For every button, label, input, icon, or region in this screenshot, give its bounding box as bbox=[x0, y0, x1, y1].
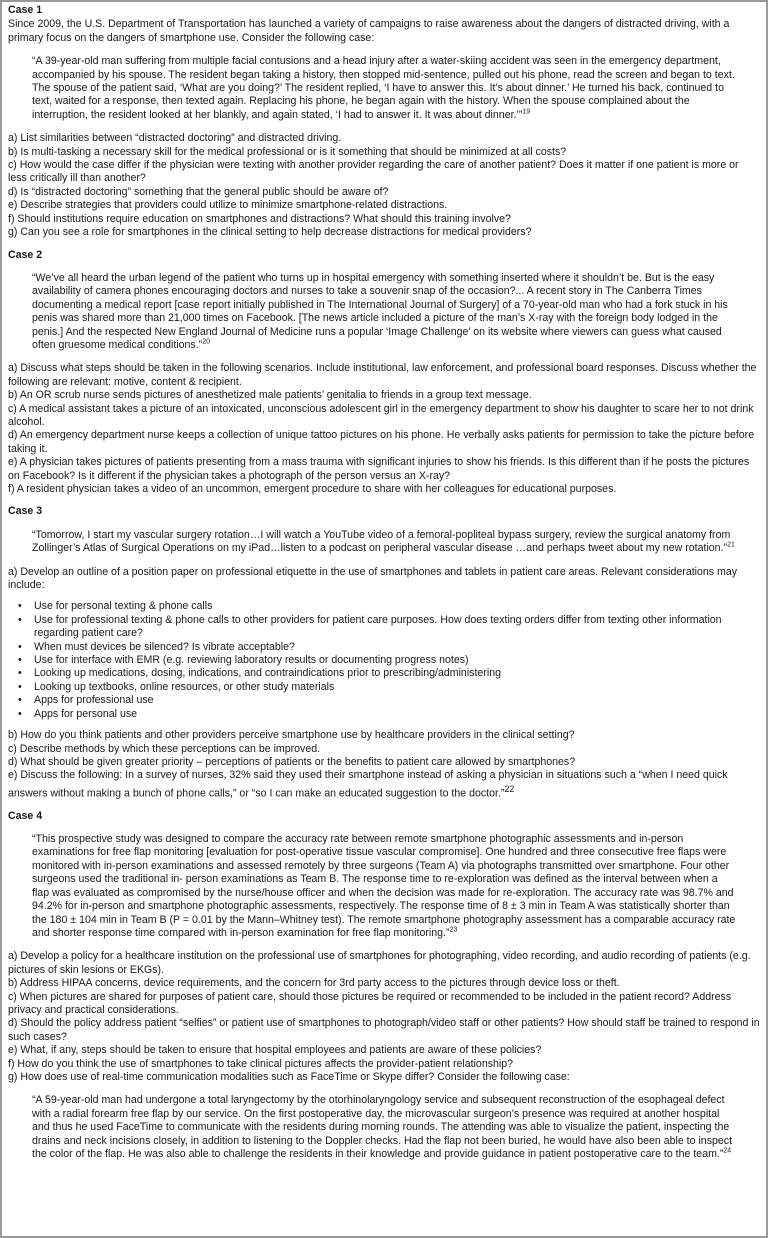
case-quote-2 bbox=[32, 1094, 736, 1161]
question-list bbox=[8, 729, 760, 801]
case-2 bbox=[8, 249, 760, 497]
document-body bbox=[8, 4, 760, 1171]
question: d) Is “distracted doctoring” something that the general public should be aware of? bbox=[8, 185, 389, 198]
bullet-icon: • bbox=[18, 694, 22, 707]
case-title: Case 3 bbox=[8, 505, 43, 518]
list-item: • Use for professional texting & phone calls to other providers for patient care purposes. How does texting orders differ from texting other information regarding patient care? bbox=[18, 613, 722, 640]
question: g) How does use of real-time communication modalities such as FaceTime or Skype differ? Consider the following case: bbox=[8, 1070, 570, 1083]
reference-number: 24 bbox=[723, 1147, 732, 1155]
case-quote bbox=[32, 55, 736, 122]
list-item: • Looking up textbooks, online resources, or other study materials bbox=[18, 680, 335, 693]
list-item: • When must devices be silenced? Is vibrate acceptable? bbox=[18, 640, 295, 653]
question: c) How would the case differ if the physician were texting with another provider regarding the care of another patient? Does it matter if one patient is more or less critically ill than another? bbox=[8, 159, 739, 185]
bullet-icon: • bbox=[18, 680, 22, 693]
reference-number: 20 bbox=[202, 338, 210, 346]
question: f) Should institutions require education on smartphones and distractions? What should this training involve? bbox=[8, 212, 511, 225]
question: d) Should the policy address patient “selfies” or patient use of smartphones to photograph/video staff or other patients? How should staff be trained to respond in such cases? bbox=[8, 1017, 760, 1043]
question-list bbox=[8, 362, 760, 496]
question: f) How do you think the use of smartphones to take clinical pictures affects the provider-patient relationship? bbox=[8, 1057, 514, 1070]
case-quote bbox=[32, 272, 736, 352]
reference-number: 22 bbox=[504, 783, 515, 794]
question: e) Describe strategies that providers could utilize to minimize smartphone-related distractions. bbox=[8, 199, 448, 212]
bullet-icon: • bbox=[18, 640, 22, 653]
question: f) A resident physician takes a video of an uncommon, emergent procedure to share with her colleagues for educational purposes. bbox=[8, 483, 617, 495]
reference-number: 21 bbox=[727, 541, 735, 549]
list-item: • Apps for personal use bbox=[18, 707, 138, 720]
case-1 bbox=[8, 4, 760, 240]
question: d) What should be given greater priority – perceptions of patients or the benefits to patient care allowed by smartphones? bbox=[8, 755, 576, 768]
question: b) An OR scrub nurse sends pictures of anesthetized male patients’ genitalia to friends in a group text message. bbox=[8, 389, 532, 402]
question: c) A medical assistant takes a picture of an intoxicated, unconscious adolescent girl in the emergency department to show his daughter to scare her to not drink alcohol. bbox=[8, 402, 754, 428]
question: c) Describe methods by which these perceptions can be improved. bbox=[8, 742, 321, 755]
bullet-icon: • bbox=[18, 707, 22, 720]
case-quote bbox=[32, 529, 736, 556]
list-item: • Use for interface with EMR (e.g. reviewing laboratory results or documenting progress notes) bbox=[18, 654, 469, 667]
reference-number: 19 bbox=[522, 108, 531, 116]
question: e) A physician takes pictures of patients presenting from a mass trauma with significant injuries to show his friends. Is this different than if he posts the pictures on Facebook? Is it different if the physician takes a photograph of the person versus an X-ray? bbox=[8, 456, 750, 482]
case-title: Case 4 bbox=[8, 809, 43, 822]
case-title: Case 2 bbox=[8, 248, 43, 261]
case-title: Case 1 bbox=[8, 4, 43, 16]
bullet-icon: • bbox=[18, 654, 22, 667]
question-list bbox=[8, 950, 760, 1084]
list-item: • Use for personal texting & phone calls bbox=[18, 600, 213, 613]
reference-number: 23 bbox=[449, 926, 458, 934]
question: c) When pictures are shared for purposes of patient care, should those pictures be required or recommended to be included in the patient record? Address privacy and practical considerations. bbox=[8, 990, 732, 1016]
question: a) List similarities between “distracted doctoring” and distracted driving. bbox=[8, 132, 342, 145]
list-item: • Apps for professional use bbox=[18, 694, 154, 707]
bullet-icon: • bbox=[18, 613, 22, 626]
bullet-icon: • bbox=[18, 600, 22, 613]
question: e) Discuss the following: In a survey of nurses, 32% said they used their smartphone instead of asking a physician in situations such a “when I need quick answers without making a bunch of phone calls,” or “so I can make an educated suggestion to the doctor.”$^{22}$ bbox=[8, 769, 728, 800]
question-list bbox=[8, 132, 760, 239]
question: d) An emergency department nurse keeps a collection of unique tattoo pictures on his phone. He verbally asks patients for permission to take the picture before taking it. bbox=[8, 429, 755, 455]
question: b) Is multi-tasking a necessary skill for the medical professional or is it something that should be minimized at all costs? bbox=[8, 145, 567, 158]
case-4 bbox=[8, 810, 760, 1162]
quote-text: “We’ve all heard the urban legend of the patient who turns up in hospital emergency with something inserted where it shouldn’t be. But is the easy availability of camera phones encouraging doctors and nurses to take a souvenir snap of the occasion?... A recent story in The Canberra Times documenting a medical report [case report initially published in The International Journal of Surgery] of a 70-year-old man who had a fork stuck in his penis was shared more than 21,000 times on Facebook. [The news article included a picture of the man’s X-ray with the foreign body lodged in the penis.] And the respected New England Journal of Medicine runs a popular ‘Image Challenge’ on its website where viewers can guess what caused often gruesome medical conditions.” bbox=[32, 271, 728, 351]
bullet-icon: • bbox=[18, 667, 22, 680]
question: e) What, if any, steps should be taken to ensure that hospital employees and patients are aware of these policies? bbox=[8, 1044, 542, 1057]
quote-text: “A 59-year-old man had undergone a total laryngectomy by the otorhinolaryngology service and subsequent reconstruction of the esophageal defect with a radial forearm free flap by our service. On the first postoperative day, the microvascular surgeon’s presence was required at another hospital and thus he used FaceTime to communicate with the residents during morning rounds. The attending was able to visualize the patient, inspecting the drains and neck incisions closely, in addition to listening to the Doppler checks. Had the flap not been buried, he would have also been able to inspect the color of the flap. He was also able to challenge the residents in their knowledge and provide guidance in patient postoperative care to the team.” bbox=[32, 1094, 733, 1160]
consideration-list bbox=[8, 600, 760, 721]
question: b) How do you think patients and other providers perceive smartphone use by healthcare providers in the clinical setting? bbox=[8, 729, 575, 742]
question: a) Develop a policy for a healthcare institution on the professional use of smartphones for photographing, video recording, and audio recording of patients (e.g. pictures of skin lesions or EKGs). bbox=[8, 950, 751, 976]
quote-text: “A 39-year-old man suffering from multiple facial contusions and a head injury after a water-skiing accident was seen in the emergency department, accompanied by his spouse. The resident began taking a history, then stopped mid-sentence, pulled out his phone, read the screen and began to text. The spouse of the patient said, ‘What are you doing?’ The resident replied, ‘I have to answer this. It’s about dinner.’ He turned his back, continued to text, waited for a response, then texted again. Replacing his phone, he began again with the history. When the spouse complained about the interruption, the resident looked at her blankly, and again stated, ‘I had to answer it. It was about dinner.’” bbox=[32, 55, 735, 121]
list-item: • Looking up medications, dosing, indications, and contraindications prior to prescribing/administering bbox=[18, 667, 501, 680]
question: b) Address HIPAA concerns, device requirements, and the concern for 3rd party access to the pictures through device loss or theft. bbox=[8, 977, 620, 990]
case-3 bbox=[8, 505, 760, 800]
case-quote bbox=[32, 833, 736, 940]
quote-text: “This prospective study was designed to compare the accuracy rate between remote smartphone photographic assessments and in-person examinations for free flap monitoring [evaluation for post-operative tissue vascular compromise]. One hundred and three consecutive free flaps were monitored with in-person examinations and assessed remotely by three surgeons (Team A) via photographs transmitted over smartphone. Four other surgeons used the traditional in- person examinations as Team B. The response time to re-exploration was defined as the interval between when a flap was evaluated as compromised by the nurse/house officer and when the decision was made for re-exploration. The accuracy rate was 98.7% and 94.2% for in-person and smartphone photographic assessments, respectively. The response time of 8 ± 3 min in Team A was statistically shorter than the 180 ± 104 min in Team B (P = 0.01 by the Mann–Whitney test). The remote smartphone photography assessment has a comparable accuracy rate and shorter response time compared with in-person examination for free flap monitoring.” bbox=[32, 833, 736, 939]
question: a) Discuss what steps should be taken in the following scenarios. Include institutional, law enforcement, and professional board responses. Discuss whether the following are relevant: motive, content & recipient. bbox=[8, 362, 757, 388]
question: g) Can you see a role for smartphones in the clinical setting to help decrease distractions for medical providers? bbox=[8, 226, 532, 239]
quote-text: “Tomorrow, I start my vascular surgery rotation…I will watch a YouTube video of a femoral-popliteal bypass surgery, review the surgical anatomy from Zollinger’s Atlas of Surgical Operations on my iPad…listen to a podcast on peripheral vascular disease …and perhaps tweet about my new rotation.” bbox=[32, 528, 731, 555]
question: a) Develop an outline of a position paper on professional etiquette in the use of smartphones and tablets in patient care areas. Relevant considerations may include: bbox=[8, 565, 738, 592]
case-intro: Since 2009, the U.S. Department of Transportation has launched a variety of campaigns to raise awareness about the dangers of distracted driving, with a primary focus on the dangers of smartphone use. Consider the following case: bbox=[8, 18, 730, 44]
